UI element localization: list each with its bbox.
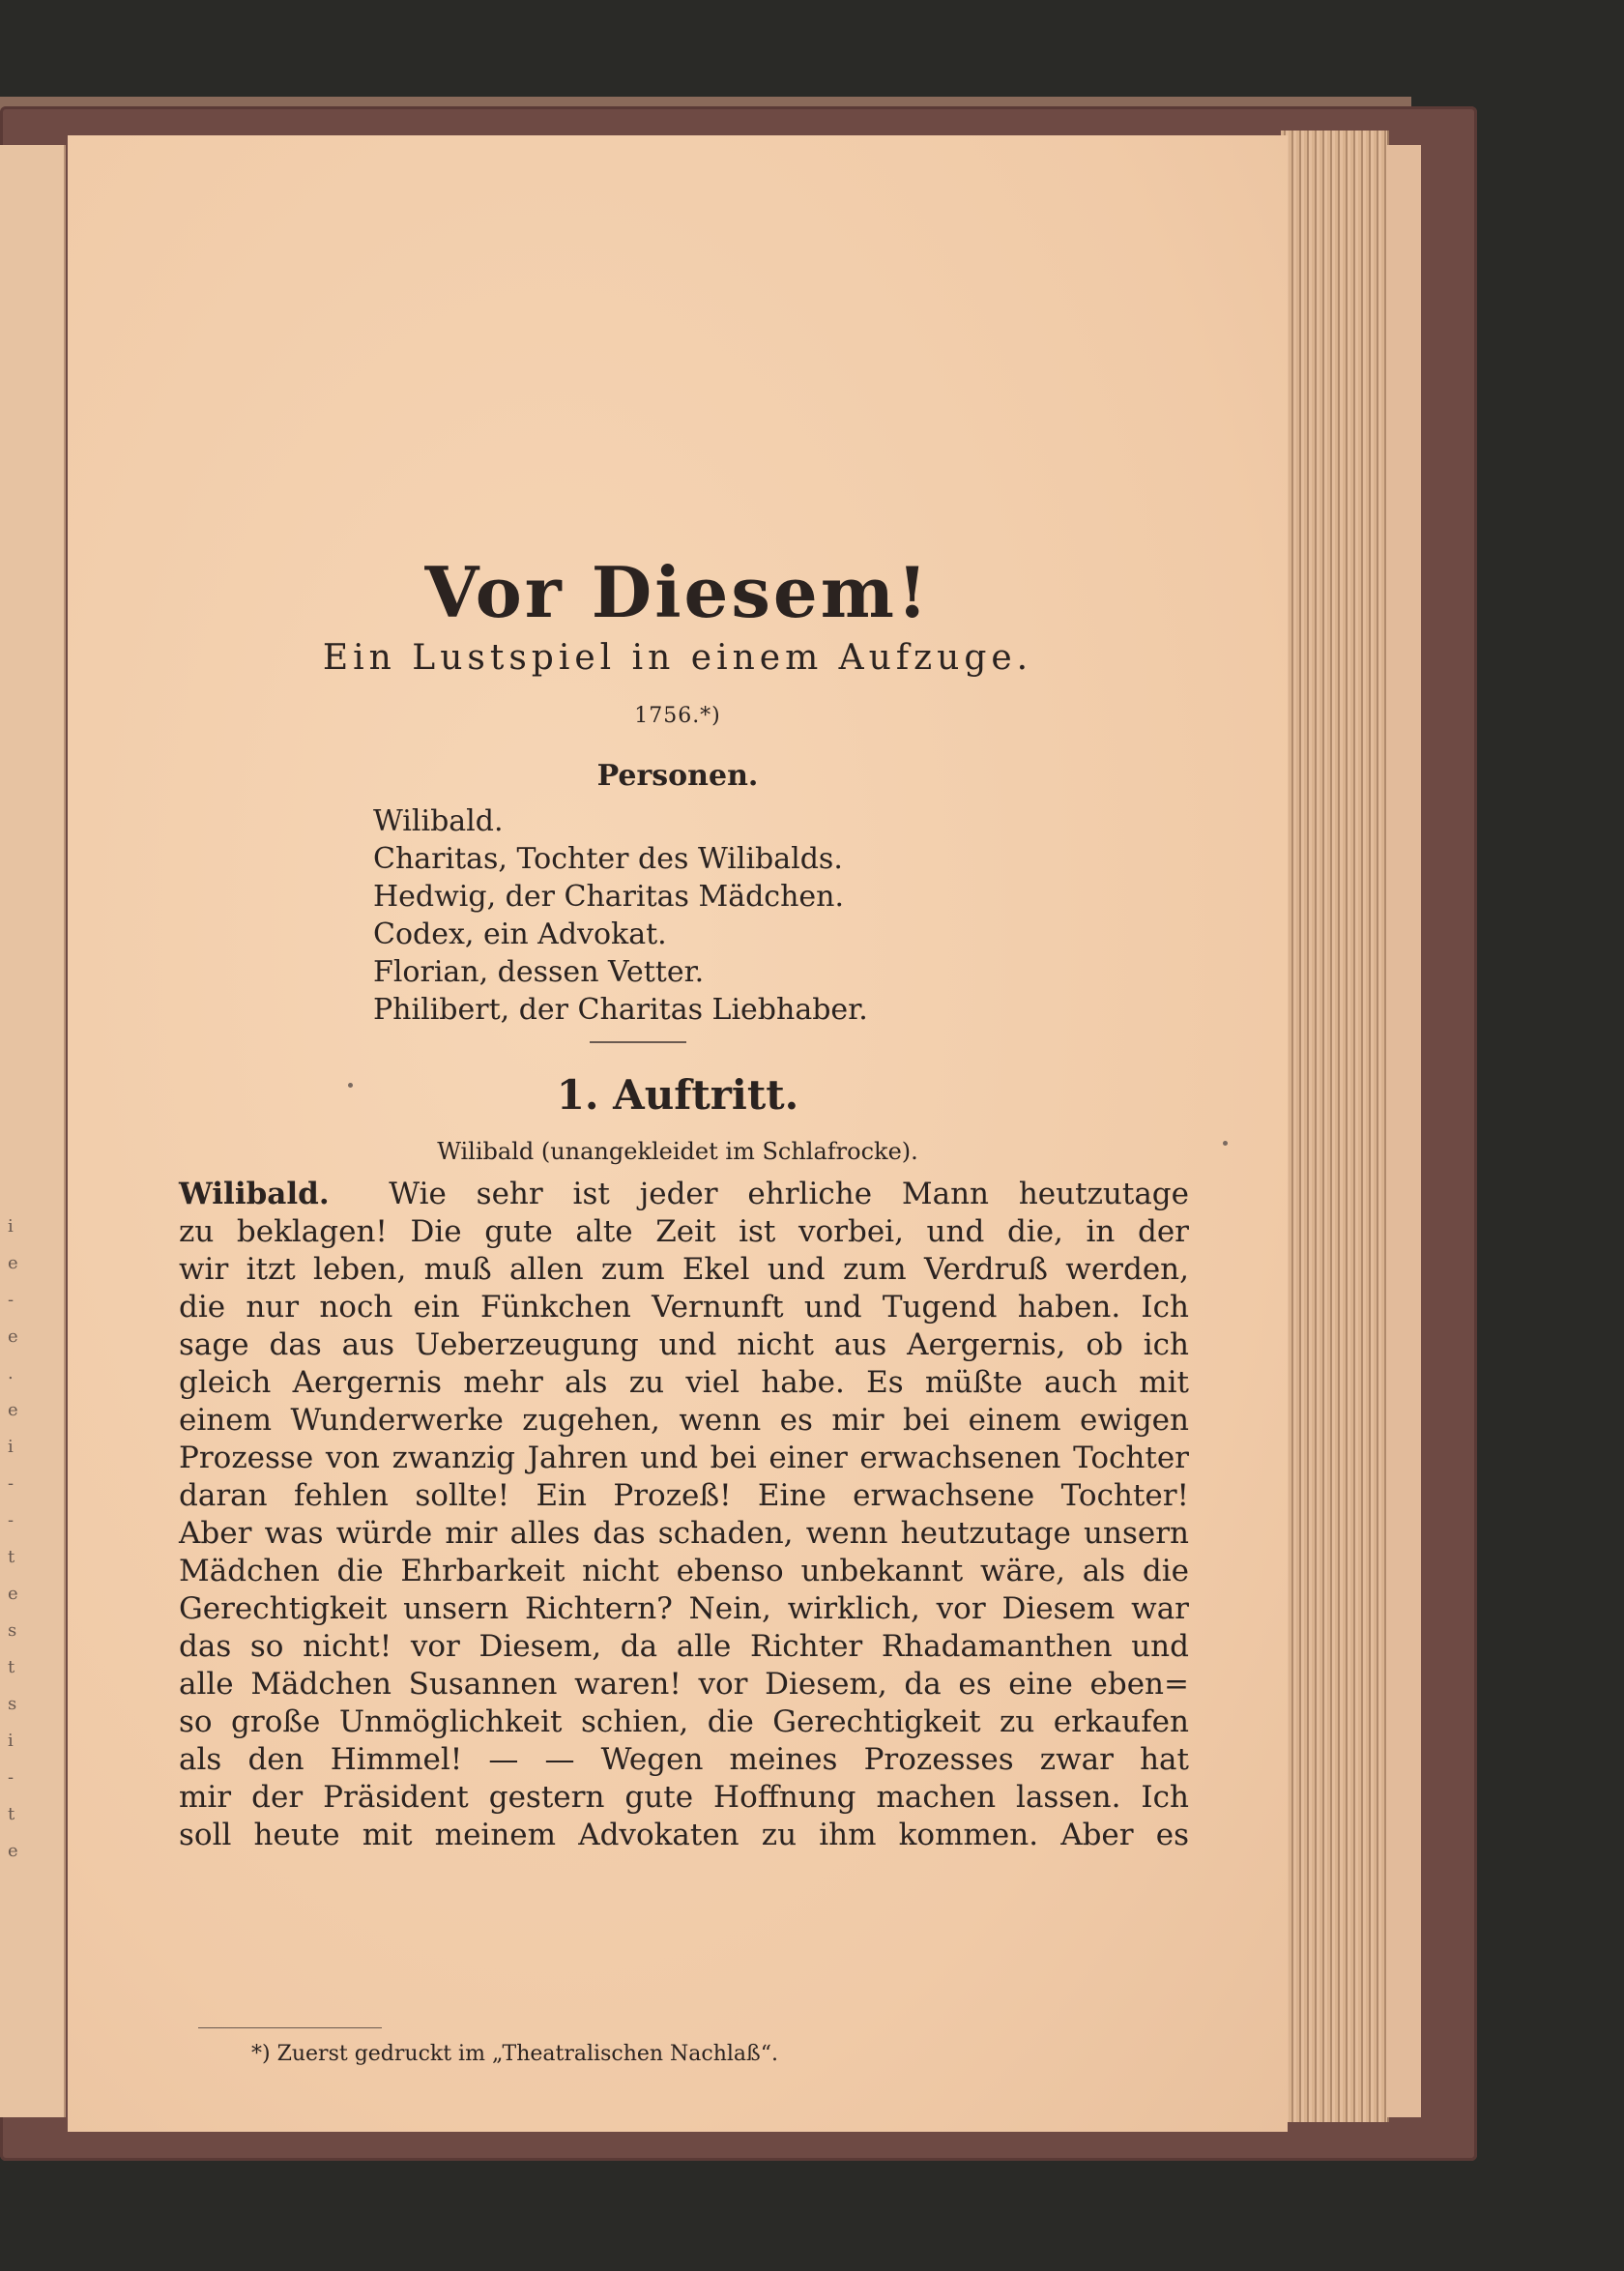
- section-divider: [590, 1041, 686, 1043]
- scene-title: 1. Auftritt.: [556, 1071, 799, 1119]
- personen-list: [373, 802, 868, 1029]
- personen-item: Hedwig, der Charitas Mädchen.: [373, 880, 845, 914]
- body-line: alle Mädchen Susannen waren! vor Diesem, da es eine eben=: [179, 1667, 1189, 1702]
- body-line: die nur noch ein Fünkchen Vernunft und Tugend haben. Ich: [179, 1290, 1189, 1325]
- personen-item: Florian, dessen Vetter.: [373, 955, 705, 989]
- personen-item: Wilibald.: [373, 804, 504, 838]
- page-edge-strip: [1387, 145, 1421, 2117]
- paper-speck: [348, 1083, 353, 1088]
- margin-letter: t: [8, 1804, 15, 1824]
- margin-letter: e: [8, 1400, 18, 1420]
- margin-letter: -: [8, 1767, 14, 1788]
- play-subtitle: Ein Lustspiel in einem Aufzuge.: [322, 638, 1033, 678]
- book-page: [68, 135, 1288, 2132]
- margin-letter: t: [8, 1657, 15, 1677]
- personen-heading: Personen.: [596, 759, 759, 793]
- margin-letter: s: [8, 1620, 17, 1641]
- footnote: *) Zuerst gedruckt im „Theatralischen Nachlaß“.: [251, 2042, 778, 2066]
- body-line: wir itzt leben, muß allen zum Ekel und zum Verdruß werden,: [179, 1252, 1189, 1287]
- stage-direction: Wilibald (unangekleidet im Schlafrocke).: [437, 1138, 918, 1165]
- margin-letter: e: [8, 1841, 18, 1861]
- body-line: als den Himmel! — — Wegen meines Prozesses zwar hat: [179, 1742, 1189, 1777]
- margin-letter: -: [8, 1473, 14, 1494]
- body-line: so große Unmöglichkeit schien, die Gerechtigkeit zu erkaufen: [179, 1704, 1189, 1739]
- play-title: Vor Diesem!: [424, 551, 931, 633]
- margin-letter: i: [8, 1437, 14, 1457]
- dialogue-body: [179, 1176, 1189, 1854]
- body-line: [179, 1176, 1189, 1213]
- margin-letter: t: [8, 1547, 15, 1567]
- body-line: Aber was würde mir alles das schaden, wenn heutzutage unsern: [179, 1516, 1189, 1551]
- left-page-margin-letters: [0, 1208, 64, 2059]
- margin-letter: i: [8, 1731, 14, 1751]
- personen-item: Codex, ein Advokat.: [373, 917, 667, 951]
- body-line-text: Wie sehr ist jeder ehrliche Mann heutzutage: [389, 1177, 1190, 1211]
- speaker-name: Wilibald.: [179, 1177, 330, 1211]
- footnote-rule: [198, 2027, 382, 2028]
- body-line: gleich Aergernis mehr als zu viel habe. Es müßte auch mit: [179, 1365, 1189, 1400]
- left-page-edge: [0, 145, 66, 2117]
- margin-letter: -: [8, 1510, 14, 1530]
- body-line: Prozesse von zwanzig Jahren und bei einer erwachsenen Tochter: [179, 1441, 1189, 1475]
- paper-speck: [1223, 1141, 1228, 1146]
- margin-letter: i: [8, 1216, 14, 1237]
- body-line: Mädchen die Ehrbarkeit nicht ebenso unbekannt wäre, als die: [179, 1554, 1189, 1588]
- body-line: zu beklagen! Die gute alte Zeit ist vorbei, und die, in der: [179, 1214, 1189, 1249]
- page-stack-edge: [1281, 131, 1389, 2122]
- body-line: sage das aus Ueberzeugung und nicht aus Aergernis, ob ich: [179, 1327, 1189, 1362]
- margin-letter: e: [8, 1584, 18, 1604]
- year-note: 1756.*): [634, 704, 721, 728]
- margin-letter: -: [8, 1290, 14, 1310]
- body-line: mir der Präsident gestern gute Hoffnung machen lassen. Ich: [179, 1780, 1189, 1815]
- body-line: einem Wunderwerke zugehen, wenn es mir bei einem ewigen: [179, 1403, 1189, 1438]
- margin-letter: e: [8, 1253, 18, 1273]
- personen-item: Philibert, der Charitas Liebhaber.: [373, 993, 868, 1027]
- body-line: soll heute mit meinem Advokaten zu ihm kommen. Aber es: [179, 1818, 1189, 1852]
- margin-letter: .: [8, 1363, 14, 1383]
- body-line: Gerechtigkeit unsern Richtern? Nein, wirklich, vor Diesem war: [179, 1591, 1189, 1626]
- margin-letter: e: [8, 1326, 18, 1347]
- body-line: daran fehlen sollte! Ein Prozeß! Eine erwachsene Tochter!: [179, 1478, 1189, 1513]
- margin-letter: s: [8, 1694, 17, 1714]
- personen-item: Charitas, Tochter des Wilibalds.: [373, 842, 843, 876]
- body-line: das so nicht! vor Diesem, da alle Richter Rhadamanthen und: [179, 1629, 1189, 1664]
